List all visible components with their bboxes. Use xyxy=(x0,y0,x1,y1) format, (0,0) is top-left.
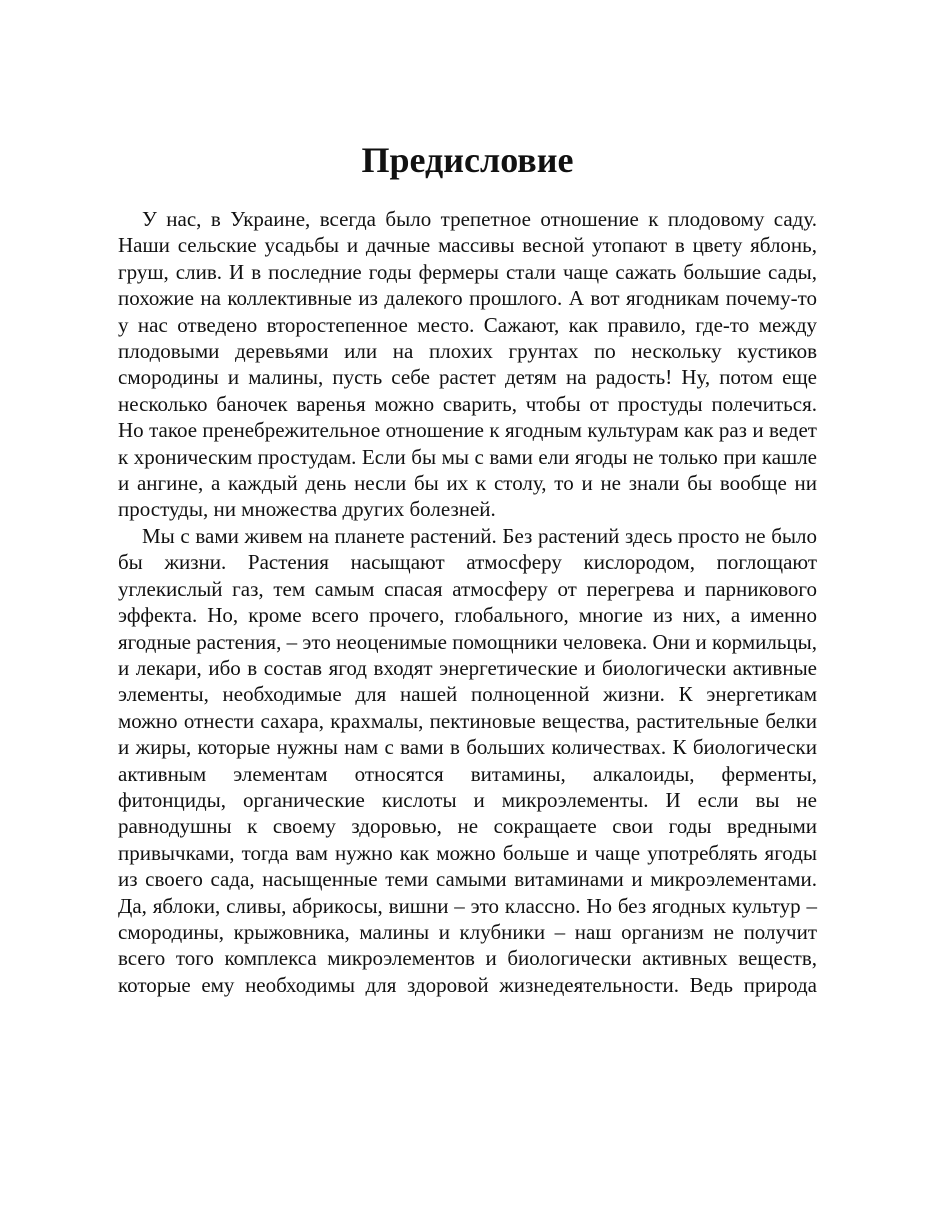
paragraph-2: Мы с вами живем на планете растений. Без растений здесь просто не было бы жизни. Растения насыщают атмосферу кислородом, поглощают углекислый газ, тем самым спасая атмосферу от перегрева и парникового эффекта. Но, кроме всего прочего, глобального, многие из них, а именно ягодные растения, – это неоценимые помощники человека. Они и кормильцы, и лекари, ибо в состав ягод входят энергетические и биологически активные элементы, необходимые для нашей полноценной жизни. К энергетикам можно отнести сахара, крахмалы, пектиновые вещества, растительные белки и жиры, которые нужны нам с вами в больших количествах. К биологически активным элементам относятся витамины, алкалоиды, ферменты, фитонциды, органические кислоты и микроэлементы. И если вы не равнодушны к своему здоровью, не сокращаете свои годы вредными привычками, тогда вам нужно как можно больше и чаще употреблять ягоды из своего сада, насыщенные теми самыми витаминами и микроэлементами. Да, яблоки, сливы, абрикосы, вишни – это классно. Но без ягодных культур – смородины, крыжовника, малины и клубники – наш организм не получит всего того комплекса микроэлементов и биологически активных веществ, которые ему необходимы для здоровой жизнедеятельности. Ведь природа xyxy=(118,523,817,997)
page-title: Предисловие xyxy=(361,140,574,180)
body-text xyxy=(118,206,817,998)
paragraph-1: У нас, в Украине, всегда было трепетное отношение к плодовому саду. Наши сельские усадьбы и дачные массивы весной утопают в цвету яблонь, груш, слив. И в последние годы фермеры стали чаще сажать большие сады, похожие на коллективные из далекого прошлого. А вот ягодникам почему-то у нас отведено второстепенное место. Сажают, как правило, где-то между плодовыми деревьями или на плохих грунтах по нескольку кустиков смородины и малины, пусть себе растет детям на радость! Ну, потом еще несколько баночек варенья можно сварить, чтобы от простуды полечиться. Но такое пренебрежительное отношение к ягодным культурам как раз и ведет к хроническим простудам. Если бы мы с вами ели ягоды не только при кашле и ангине, а каждый день несли бы их к столу, то и не знали бы вообще ни простуды, ни множества других болезней. xyxy=(118,207,817,522)
